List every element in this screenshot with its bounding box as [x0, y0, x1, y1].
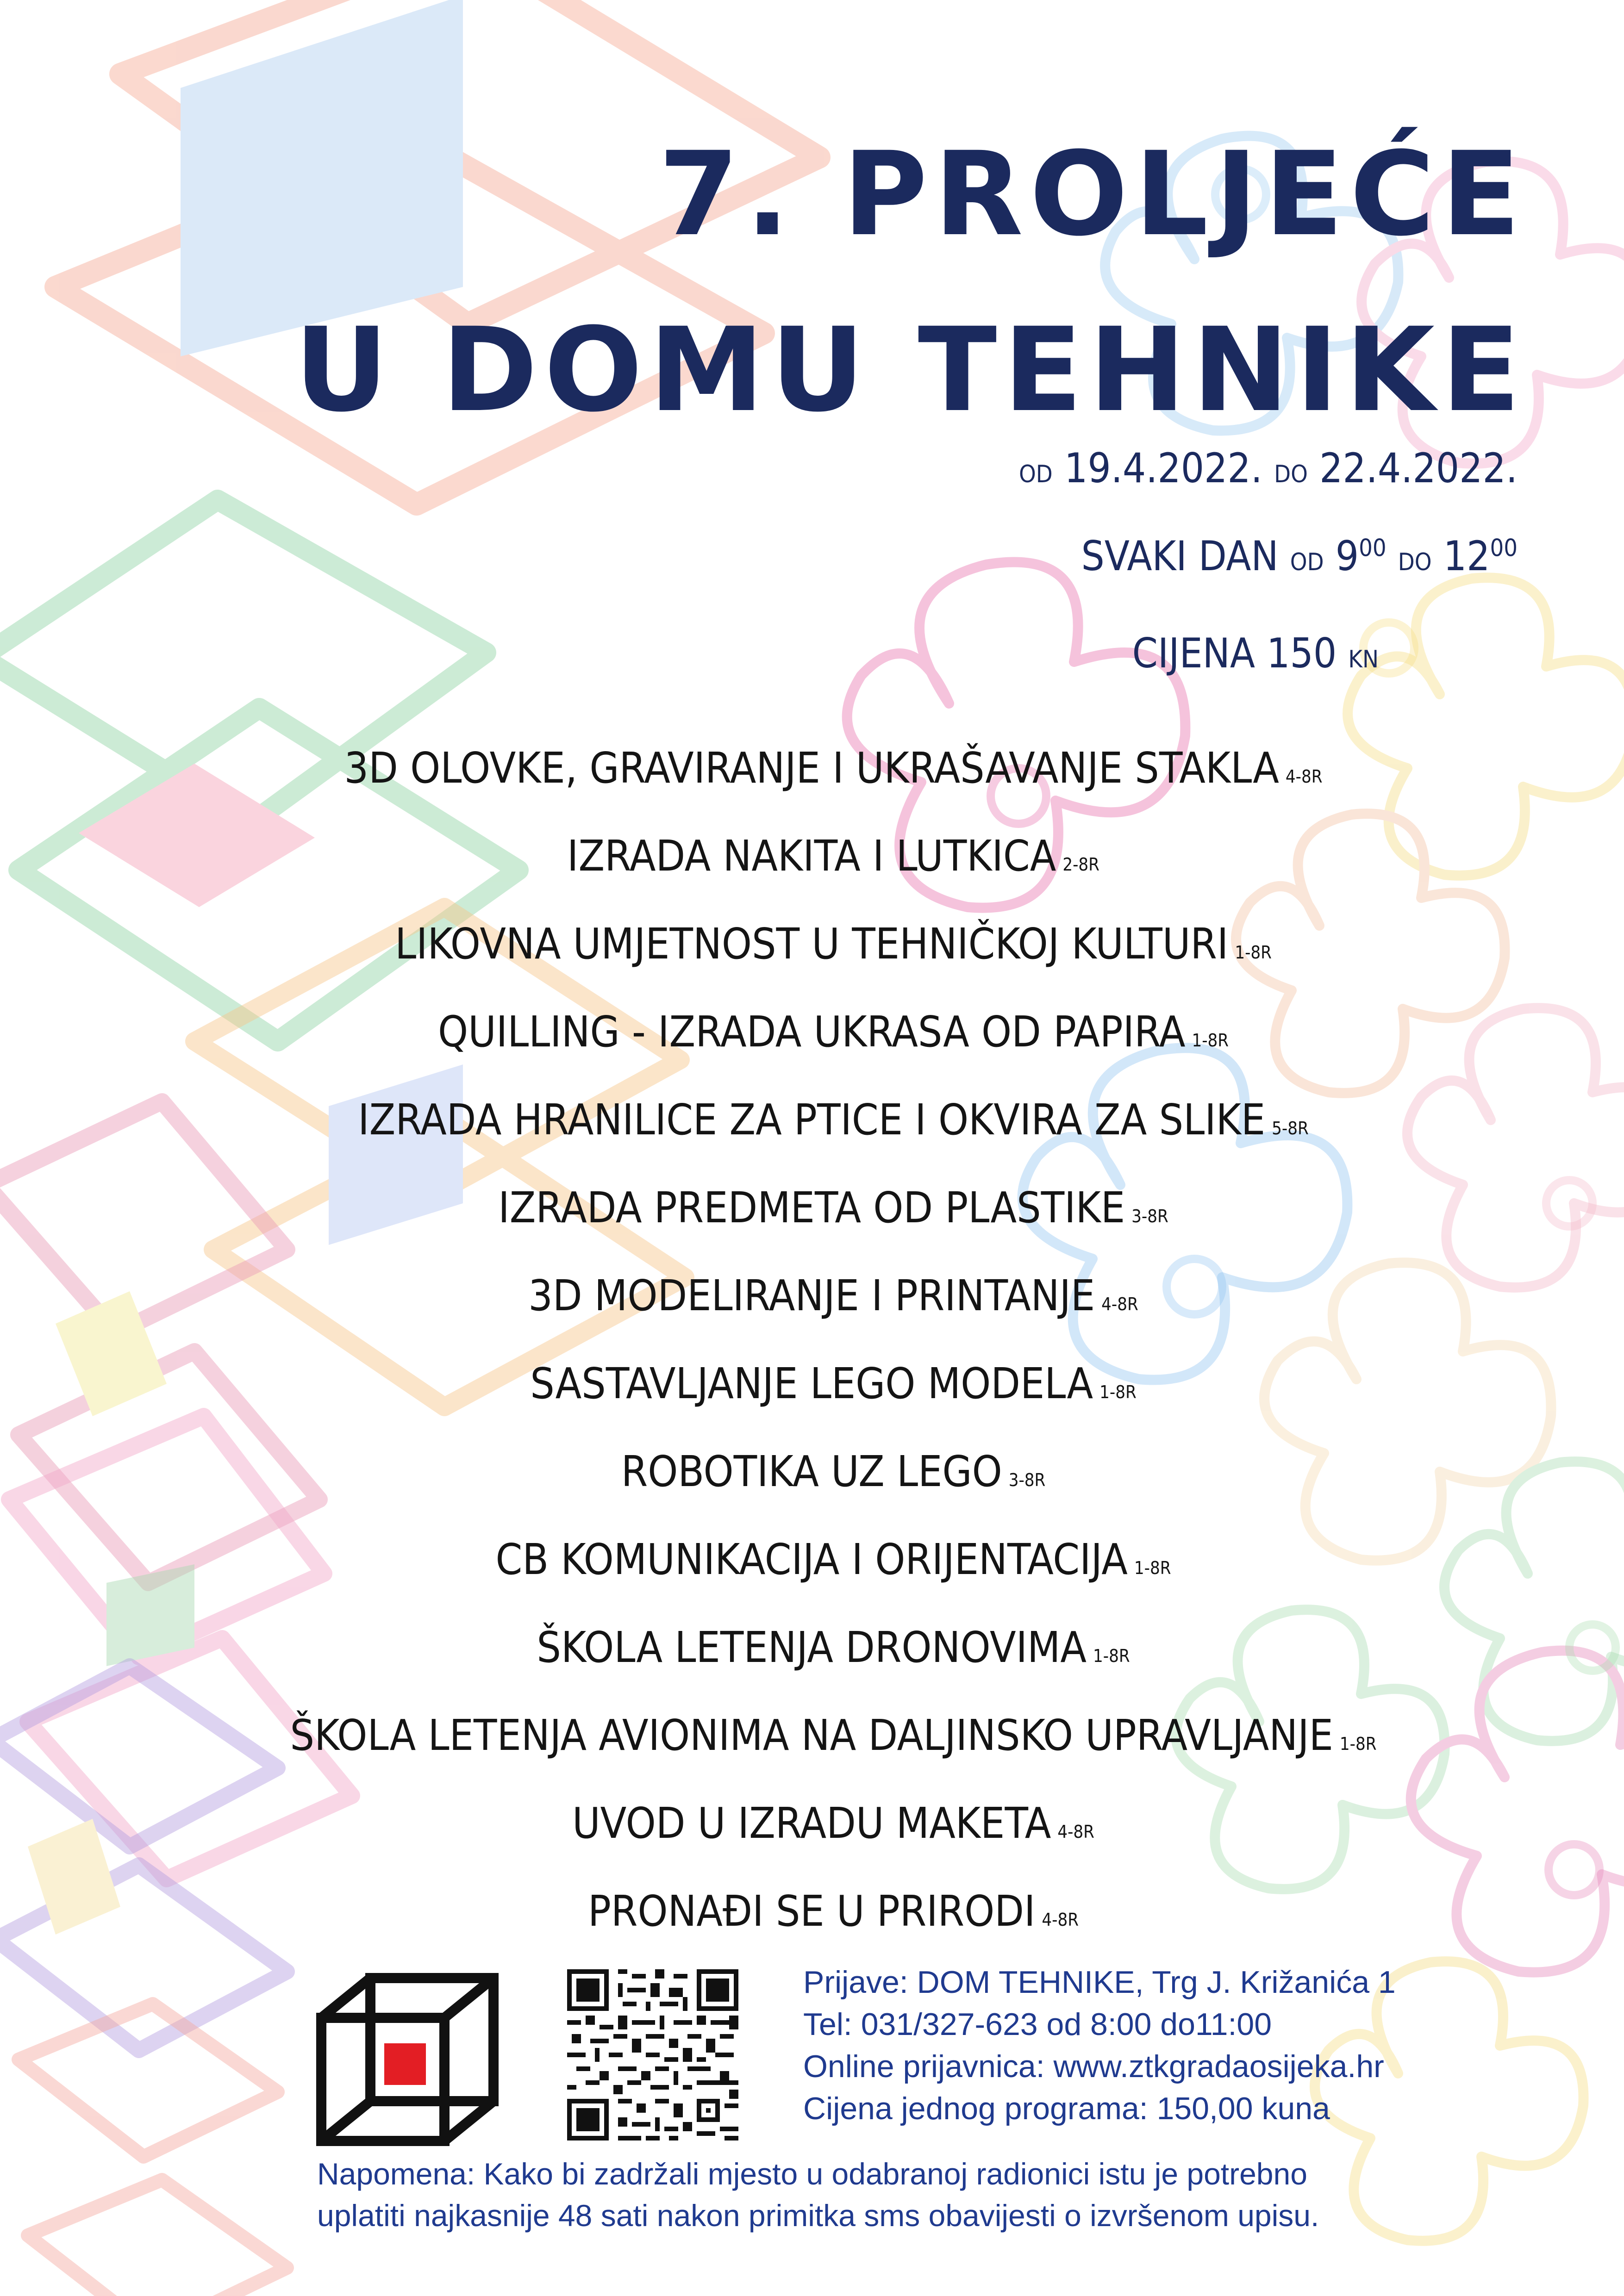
schedule-start-min: 00	[1359, 534, 1387, 562]
schedule-start-hour: 9	[1335, 532, 1359, 580]
payment-note	[317, 2153, 1590, 2236]
poster-title	[231, 106, 1527, 458]
workshop-grade: 1-8R	[1339, 1734, 1377, 1754]
title-line-1: 7. PROLJEĆE	[658, 127, 1527, 261]
workshop-grade: 4-8R	[1101, 1294, 1138, 1314]
cube-logo-icon	[315, 1972, 500, 2147]
workshop-grade: 1-8R	[1099, 1382, 1137, 1402]
workshop-name: UVOD U IZRADU MAKETA	[572, 1798, 1051, 1848]
workshop-name: QUILLING - IZRADA UKRASA OD PAPIRA	[437, 1007, 1186, 1057]
dates-from-word: OD	[1018, 460, 1053, 488]
price-label: CIJENA	[1132, 629, 1255, 677]
workshop-grade: 1-8R	[1134, 1558, 1171, 1578]
workshop-item	[93, 900, 1574, 988]
workshop-item	[93, 1076, 1574, 1164]
workshop-item	[93, 1516, 1574, 1604]
workshop-item	[93, 1340, 1574, 1428]
note-line-2: uplatiti najkasnije 48 sati nakon primitka sms obavijesti o izvršenom upisu.	[317, 2198, 1319, 2233]
workshop-name: IZRADA HRANILICE ZA PTICE I OKVIRA ZA SLIKE	[358, 1095, 1266, 1145]
workshop-list	[93, 724, 1574, 1955]
workshop-item	[93, 812, 1574, 900]
workshop-item	[93, 1780, 1574, 1867]
workshop-item	[93, 1164, 1574, 1252]
workshop-grade: 3-8R	[1131, 1206, 1168, 1226]
workshop-item	[93, 1867, 1574, 1955]
workshop-item	[93, 1604, 1574, 1692]
workshop-name: ŠKOLA LETENJA AVIONIMA NA DALJINSKO UPRAVLJANJE	[290, 1711, 1333, 1760]
workshop-grade: 3-8R	[1008, 1470, 1046, 1490]
workshop-item	[93, 988, 1574, 1076]
workshop-grade: 1-8R	[1093, 1646, 1130, 1666]
workshop-name: ROBOTIKA UZ LEGO	[621, 1447, 1002, 1496]
contact-registration: Prijave: DOM TEHNIKE, Trg J. Križanića 1	[803, 1965, 1396, 2000]
workshop-grade: 2-8R	[1062, 854, 1099, 875]
schedule-end-hour: 12	[1443, 532, 1490, 580]
workshop-grade: 4-8R	[1057, 1822, 1094, 1842]
contact-program-price: Cijena jednog programa: 150,00 kuna	[803, 2091, 1330, 2126]
workshop-name: IZRADA PREDMETA OD PLASTIKE	[498, 1183, 1125, 1232]
qr-code-icon	[567, 1969, 738, 2140]
price-info	[545, 629, 1379, 677]
contact-info	[803, 1961, 1590, 2130]
workshop-name: PRONAĐI SE U PRIRODI	[587, 1886, 1036, 1936]
dates-from: 19.4.2022.	[1064, 444, 1262, 492]
workshop-grade: 5-8R	[1272, 1118, 1309, 1139]
workshop-item	[93, 1252, 1574, 1340]
title-line-2: U DOMU TEHNIKE	[294, 303, 1527, 437]
workshop-name: SASTAVLJANJE LEGO MODELA	[530, 1359, 1093, 1408]
workshop-grade: 1-8R	[1235, 942, 1272, 963]
workshop-name: IZRADA NAKITA I LUTKICA	[567, 831, 1056, 881]
price-unit: KN	[1348, 646, 1379, 673]
dates-to-word: DO	[1274, 460, 1308, 488]
workshop-name: 3D OLOVKE, GRAVIRANJE I UKRAŠAVANJE STAKLA	[344, 743, 1279, 793]
workshop-grade: 4-8R	[1285, 766, 1323, 787]
schedule-label: SVAKI DAN	[1081, 532, 1279, 580]
workshop-name: ŠKOLA LETENJA DRONOVIMA	[537, 1623, 1087, 1672]
workshop-name: LIKOVNA UMJETNOST U TEHNIČKOJ KULTURI	[395, 919, 1229, 969]
workshop-item	[93, 1692, 1574, 1780]
note-line-1: Napomena: Kako bi zadržali mjesto u odabranoj radionici istu je potrebno	[317, 2157, 1307, 2191]
schedule-from-word: OD	[1290, 548, 1324, 576]
daily-schedule	[684, 532, 1518, 580]
workshop-grade: 1-8R	[1192, 1030, 1229, 1051]
workshop-name: 3D MODELIRANJE I PRINTANJE	[528, 1271, 1095, 1320]
event-dates	[684, 444, 1518, 492]
dates-to: 22.4.2022.	[1319, 444, 1518, 492]
price-amount: 150	[1267, 629, 1337, 677]
workshop-grade: 4-8R	[1042, 1910, 1079, 1930]
schedule-end-min: 00	[1490, 534, 1518, 562]
workshop-item	[93, 1428, 1574, 1516]
schedule-to-word: DO	[1398, 548, 1432, 576]
workshop-name: CB KOMUNIKACIJA I ORIJENTACIJA	[495, 1535, 1128, 1584]
contact-phone: Tel: 031/327-623 od 8:00 do11:00	[803, 2007, 1272, 2042]
contact-website[interactable]: Online prijavnica: www.ztkgradaosijeka.hr	[803, 2049, 1384, 2084]
workshop-item	[93, 724, 1574, 812]
